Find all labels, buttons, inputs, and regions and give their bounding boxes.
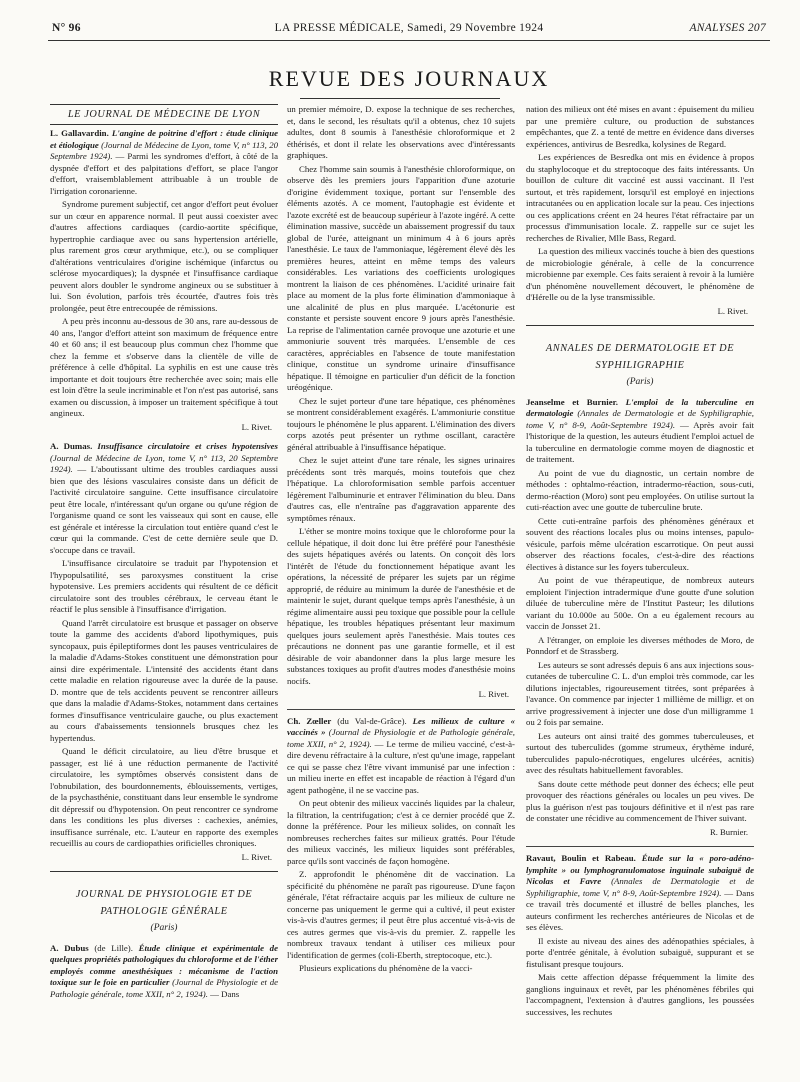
article-paragraph: Les auteurs ont ainsi traité des gommes tuberculeuses, et surtout des tuberculides (gomme strumeux, érythème induré, tuberculides papulo-nécrotiques, engelures ulcérées, acnitis) avec des résultats habituellement favorables. (526, 730, 754, 775)
article-title: Les milieux de culture « vaccinés » (287, 715, 515, 737)
article-author: A. Dubus (50, 942, 89, 953)
article-reference: (Annales de Dermatologie et de Syphiligraphie, tome V, n° 8-9, Août-Septembre 1924). (526, 876, 754, 898)
article-paragraph: Il existe au niveau des aines des adénopathies spéciales, à porte d'entrée génitale, à évolution subaiguë, suppurant et se fistulisant presque toujours. (526, 935, 754, 969)
article-reference: (Journal de Physiologie et de Pathologie générale, tome XXII, n° 2, 1924). (50, 977, 278, 999)
article-paragraph: Chez l'homme sain soumis à l'anesthésie chloroformique, on observe dès les premiers jours l'apparition d'une azoturie d'origine évidemment toxique, portant sur l'ensemble des éléments azotés. A ce moment, l'autophagie est évidente et l'azote excrété est de beaucoup supérieur à l'azote ingéré. A cette élimination massive, succède un abaissement progressif du taux global de l'urée, atteignant un minimum 4 à 6 jours après l'anesthésie. Le taux de l'ammoniaque, légèrement élevé dès les premières heures, atteint en même temps des valeurs considérables. Les variations des coefficients urologiques montrent la liaison de ces phénomènes. L'acidité urinaire fait place au moment de la plus forte élimination d'ammoniaque à une alcalinité de plus en plus marquée. L'acétonurie est constante et persiste souvent encore 9 jours après l'anesthésie. La reprise de l'alimentation carnée provoque une azoturie et une ammoniurie souvent très marquées. L'ensemble de ces caractères, appréciables en l'absence de toute manifestation clinique, constitue un syndrome urinaire d'insuffisance hépatique. Il témoigne en particulier d'un déficit de la fonction uréogénique. (287, 163, 515, 392)
article-paragraph: Chez le sujet porteur d'une tare hépatique, ces phénomènes se montrent considérablement exagérés. L'ammoniurie constitue toujours le phénomène le plus apparent. L'élimination des divers corps azotés peut présenter un rythme oscillant, caractère général attribuable à l'insuffisance hépatique. (287, 395, 515, 452)
article-paragraph: Quand le déficit circulatoire, au lieu d'être brusque et passager, est lié à une réduction permanente de l'activité circulatoire, les symptômes observés consistent dans de l'obnubilation, des bourdonnements, éblouissements, vertiges, de la psychasthénie, constituant dans leur ensemble le syndrome dit dépressif ou d'hypotension. On peut rencontrer ce syndrome dans les conditions les plus diverses : cachexies, anémies, insuffisance surrénale, etc. L'auteur en rapporte des exemples recueillis au cours de cardiopathies orificielles chroniques. (50, 746, 278, 848)
article-paragraph: Chez le sujet atteint d'une tare rénale, les signes urinaires précédents sont très marqués, moins toutefois que chez l'hépatique. La chloroformisation semble parfois accentuer légèrement l'albuminurie et entraver l'élimination du bleu. Dans d'autres cas, elle n'entraîne pas d'aggravation apparente des symptômes rénaux. (287, 455, 515, 523)
article-paragraph: Plusieurs explications du phénomène de la vacci- (299, 963, 473, 973)
column-2 (287, 104, 515, 1072)
article-text: — Parmi les syndromes d'effort, à côté de la dyspnée d'effort et des palpitations d'effort, se place l'angor d'effort, vraisemblablement attribuable à un trouble de l'irrigation coronarienne. (50, 151, 278, 196)
article-paragraph: Quand l'arrêt circulatoire est brusque et passager on observe toute la gamme des accidents d'abord lipothymiques, puis syncopaux, puis épileptiformes dont les pauses ventriculaires de la maladie d'Adams-Stokes constituent une démonstration pour ainsi dire expérimentale. L'intensité des accidents étant dans cette maladie en relation rigoureuse avec la durée de la pause. D. montre que de tels accidents peuvent se rencontrer ailleurs que dans la maladie d'Adams-Stokes, notamment dans certaines formes d'insuffisance ventriculaire gauche, ou plus exactement au cours d'abaissements tensionnels brusques chez les hypertendus. (50, 617, 278, 743)
article-divider (287, 709, 515, 710)
article-text: — Dans ce travail très documenté et illustré de belles planches, les auteurs confirment les recherches antérieures de Nicolas et de ses élèves. (526, 887, 754, 932)
article-paragraph: On peut obtenir des milieux vaccinés liquides par la chaleur, la filtration, la centrifugation; c'est à ce dernier procédé que Z. donne la préférence. Pour les milieux solides, on connaît les nombreuses recherches faites sur milieux grattés. Pour l'étude des milieux vaccinés, les milieux liquides sont préférables, parce qu'ils sont vaccinés de façon homogène. (287, 798, 515, 866)
article-affiliation: (du Val-de-Grâce). (337, 715, 407, 726)
article-paragraph: Syndrome purement subjectif, cet angor d'effort peut évoluer sur un cœur en apparence normal. Il peut aussi coexister avec d'autres affections cardiaques (cardio-aortite spécifique, hypertrophie cardiaque avec ou sans hypertension artérielle, plus rarement gros cœur arythmique, etc.), ou se compliquer d'altérations ventriculaires d'origine ischémique (infarctus ou sclérose myocardiques); la dyspnée et l'insuffisance cardiaque peuvent alors doubler le syndrome angineux ou se substituer à lui. Son évolution, parfois très écourtée, d'autres fois très prolongée, peut être entrecoupée de rémissions. (50, 199, 278, 313)
article-author: A. Dumas. (50, 441, 93, 451)
article-paragraph: Au point de vue thérapeutique, de nombreux auteurs emploient l'injection intradermique d'une goutte d'une solution diluée de tuberculine mère de l'Institut Pasteur; les dilutions variant du 10.000e au 500e. On a eu également recours au vaccin de Jonsset 21. (526, 575, 754, 631)
article-author: Ch. Zœller (287, 715, 332, 726)
article-paragraph: A peu près inconnu au-dessous de 30 ans, rare au-dessous de 40 ans, l'angor d'effort atteint son maximum de fréquence entre 40 et 60 ans; il est beaucoup plus commun chez l'homme que chez la femme et s'observe dans la clientèle de ville de préférence à celle d'hôpital. La syphilis en est une cause très importante et doit toujours être recherchée avec soin; mais elle est loin d'être la seule incriminable et l'on n'est pas autorisé, sans examen ou discussion, à imposer un traitement spécifique à tout angineux. (50, 316, 278, 418)
article-paragraph: nation des milieux ont été mises en avant : épuisement du milieu par une première culture, ou production de substances empêchantes, que Z. a tenté de mettre en évidence dans diverses expériences, antivirus de Besredka, kolysines de Regard. (526, 104, 754, 149)
article-text: — Après avoir fait l'historique de la question, les auteurs étudient l'emploi actuel de la tuberculine en dermatologie comme moyen de diagnostic et de traitement. (526, 419, 754, 464)
article-text: — Le terme de milieu vacciné, c'est-à-dire devenu réfractaire à la culture, n'est qu'une image, rappelant ce qui se passe chez l'être vivant immunisé par une infection : un milieu inerte en effet est incapable de réaction à l'égard d'un agent pathogène, il ne se vaccine pas. (287, 738, 515, 795)
article-title: Étude sur la « poro-adéno-lymphite » ou lymphogranulomatose inguinale subaiguë de Nicolas et Favre (526, 853, 754, 886)
article-affiliation: (de Lille). (94, 942, 133, 953)
article-dumas (50, 441, 278, 556)
article-paragraph: un premier mémoire, D. expose la technique de ses recherches, et, dans le second, les résultats qu'il a obtenus, chez 10 sujets adultes, dont 8 soumis à l'anesthésie chloroformique et 2 éthérisés, et dont il relate les observations avec d'intéressants graphiques. (287, 104, 515, 160)
article-reference: (Journal de Physiologie et de Pathologie générale, tome XXII, n° 2, 1924). (287, 727, 515, 749)
article-signature: R. Burnier. (710, 826, 748, 837)
article-signature: L. Rivet. (717, 305, 748, 316)
page-title: REVUE DES JOURNAUX (268, 66, 550, 91)
article-signature: L. Rivet. (478, 689, 509, 699)
article-text: — Dans (210, 988, 240, 999)
article-paragraph: Cette cuti-entraîne parfois des phénomènes généraux et souvent des réactions locales plus ou moins intenses, papulo-vésicule, parfois même ulcération escarrotique. On peut aussi observer des réactions focales, c'est-à-dire des réactions électives à distance sur les foyers tuberculeux. (526, 515, 754, 572)
article-paragraph: La question des milieux vaccinés touche à bien des questions de microbiologie générale, à celle de la concurrence microbienne par exemple. Ces faits seraient à revoir à la lumière d'un phénomène nouvellement découvert, le phénomène de d'Hérelle ou de la lyse transmissible. (526, 246, 754, 302)
article-author: Ravaut, Boulin et Rabeau. (526, 853, 636, 863)
article-paragraph: Les expériences de Besredka ont mis en évidence à propos du staphylocoque et du streptocoque des faits intéressants. Un bouillon de culture dit vacciné est aussi vaccinant. Il l'est surtout, et très rapidement, lorsqu'il est employé en injections intracutanées ou en application locale sur la peau. Ces injections ou ces applications créent en 24 heures l'état réfractaire par un processus d'immunisation locale. Z. rappelle sur ce sujet les recherches de Rivalier, Mlle Bass, Regard. (526, 152, 754, 243)
article-paragraph: A l'étranger, on emploie les diverses méthodes de Moro, de Ponndorf et de Strassberg. (526, 634, 754, 656)
article-paragraph: L'éther se montre moins toxique que le chloroforme pour la cellule hépatique, il doit donc lui être préféré pour l'anesthésie des sujets hépatiques avérés ou latents. On conçoit dès lors l'intérêt de l'étude du fonctionnement hépatique avant les opérations, la nécessité de préparer les sujets par un régime approprié, de réduire au minimum la durée de l'anesthésie et de maintenir le sujet, durant quelque temps après l'anesthésie, à un régime alimentaire aussi peu toxique que possible pour la cellule hépatique, les troubles hépatiques présentant leur maximum quelques jours seulement après l'anesthésie. Mais toutes ces précautions ne donnent pas une garantie formelle, et il est désirable de voir abandonner dans la plus large mesure les substances toxiques au profit d'autres modes d'anesthésie moins nocifs. (287, 526, 515, 686)
article-reference: (Journal de Médecine de Lyon, tome V, n° 113, 20 Septembre 1924). (50, 139, 278, 161)
article-paragraph: Z. approfondit le phénomène dit de vaccination. La spécificité du phénomène ne paraît pas rigoureuse. D'une façon générale, l'état réfractaire acquis par les milieux de culture ne concerne pas uniquement le germe qui a cultivé, il peut exister vis-à-vis d'autres germes; il peut être plus accentué vis-à-vis de ces autres germes que vis-à-vis du premier. Z. rappelle les nombreux travaux tendant à utiliser ces milieux pour l'identification de germes (coli-Eberth, streptocoque, etc.). (287, 869, 515, 960)
article-ravaut (526, 853, 754, 934)
article-dubus (50, 943, 278, 1001)
article-author: L. Gallavardin. (50, 128, 109, 138)
column-1 (50, 104, 278, 1072)
article-gallavardin (50, 128, 278, 197)
article-paragraph: Les auteurs se sont adressés depuis 6 ans aux injections sous-cutanées de tuberculine C. L. d'un emploi très commode, car les dilutions injectables, rigoureusement titrées, sont préparées à l'avance. On commence par injecter 1 millième de milligr. et on arrive progressivement à injecter une dose d'un milligramme 1 ou 2 fois par semaine. (526, 659, 754, 727)
section-heading-physiologie: JOURNAL DE PHYSIOLOGIE ET DE PATHOLOGIE GÉNÉRALE (50, 871, 278, 920)
article-jeanselme (526, 397, 754, 466)
article-text: — L'aboutissant ultime des troubles cardiaques aussi bien que des lésions vasculaires consiste dans un déficit de l'activité circulatoire sanguine. Cette insuffisance circulatoire peut être locale, n'intéressant qu'un organe ou qu'une région de l'organisme quand ce sont les vaisseaux qui sont en cause, elle est générale et intéresse la circulation tout entière quand c'est le cœur qui la commande. C'est de cette dernière seule que D. s'occupe dans ce travail. (50, 464, 278, 555)
article-paragraph: L'insuffisance circulatoire se traduit par l'hypotension et l'hypopulsatilité, ses paroxysmes constituent la crise hypotensive. Les premiers accidents qui résultent de ce déficit circulatoire sont des troubles cérébraux, le cerveau étant le réactif le plus sensible à l'insuffisance d'irrigation. (50, 558, 278, 614)
article-divider (526, 846, 754, 847)
section-city: (Paris) (150, 923, 178, 933)
article-signature: L. Rivet. (241, 421, 272, 432)
article-title: L'angine de poitrine d'effort : étude clinique et étiologique (50, 128, 278, 150)
section-page: ANALYSES 207 (689, 22, 766, 34)
article-reference: (Journal de Médecine de Lyon, tome V, n° 113, 20 Septembre 1924). (50, 452, 278, 474)
article-title: L'emploi de la tuberculine en dermatologie (526, 396, 754, 418)
section-heading-lyon: LE JOURNAL DE MÉDECINE DE LYON (50, 104, 278, 125)
article-signature: L. Rivet. (241, 851, 272, 862)
article-paragraph: Mais cette affection dépasse fréquemment la limite des ganglions inguinaux et revêt, par les phénomènes fébriles qui l'accompagnent, l'extension à d'autres ganglions, les poussées successives, les rechutes (526, 972, 754, 1017)
article-paragraph: Sans doute cette méthode peut donner des échecs; elle peut provoquer des réactions générales ou locales un peu vives. De plus la guérison n'est pas toujours définitive et il n'est pas rare de constater une récidive au commencement de l'hiver suivant. (526, 778, 754, 823)
article-title: Étude clinique et expérimentale de quelques propriétés pathologiques du chloroforme et de l'éther employés comme anesthésiques : mécanisme de l'action toxique sur le foie en particulier (50, 942, 278, 987)
section-heading-dermatologie: ANNALES DE DERMATOLOGIE ET DE SYPHILIGRAPHIE (526, 325, 754, 374)
article-reference: (Annales de Dermatologie et de Syphiligraphie, tome V, n° 8-9, Août-Septembre 1924). (526, 408, 754, 430)
issue-number: N° 96 (52, 22, 81, 34)
section-city: (Paris) (626, 377, 654, 387)
journal-line: LA PRESSE MÉDICALE, Samedi, 29 Novembre 1924 (274, 22, 544, 34)
title-divider (300, 98, 500, 99)
running-header (48, 22, 770, 41)
article-title: Insuffisance circulatoire et crises hypotensives (97, 441, 278, 451)
article-zoeller (287, 716, 515, 797)
article-paragraph: Au point de vue du diagnostic, un certain nombre de méthodes : ophtalmo-réaction, intradermo-réaction, sous-cuti, dermo-réaction (Moro) sont peu employées. On utilise surtout la cuti-réaction avec une goutte de tuberculine brute. (526, 467, 754, 512)
article-author: Jeanselme et Burnier. (526, 396, 618, 407)
column-3 (526, 104, 754, 1072)
